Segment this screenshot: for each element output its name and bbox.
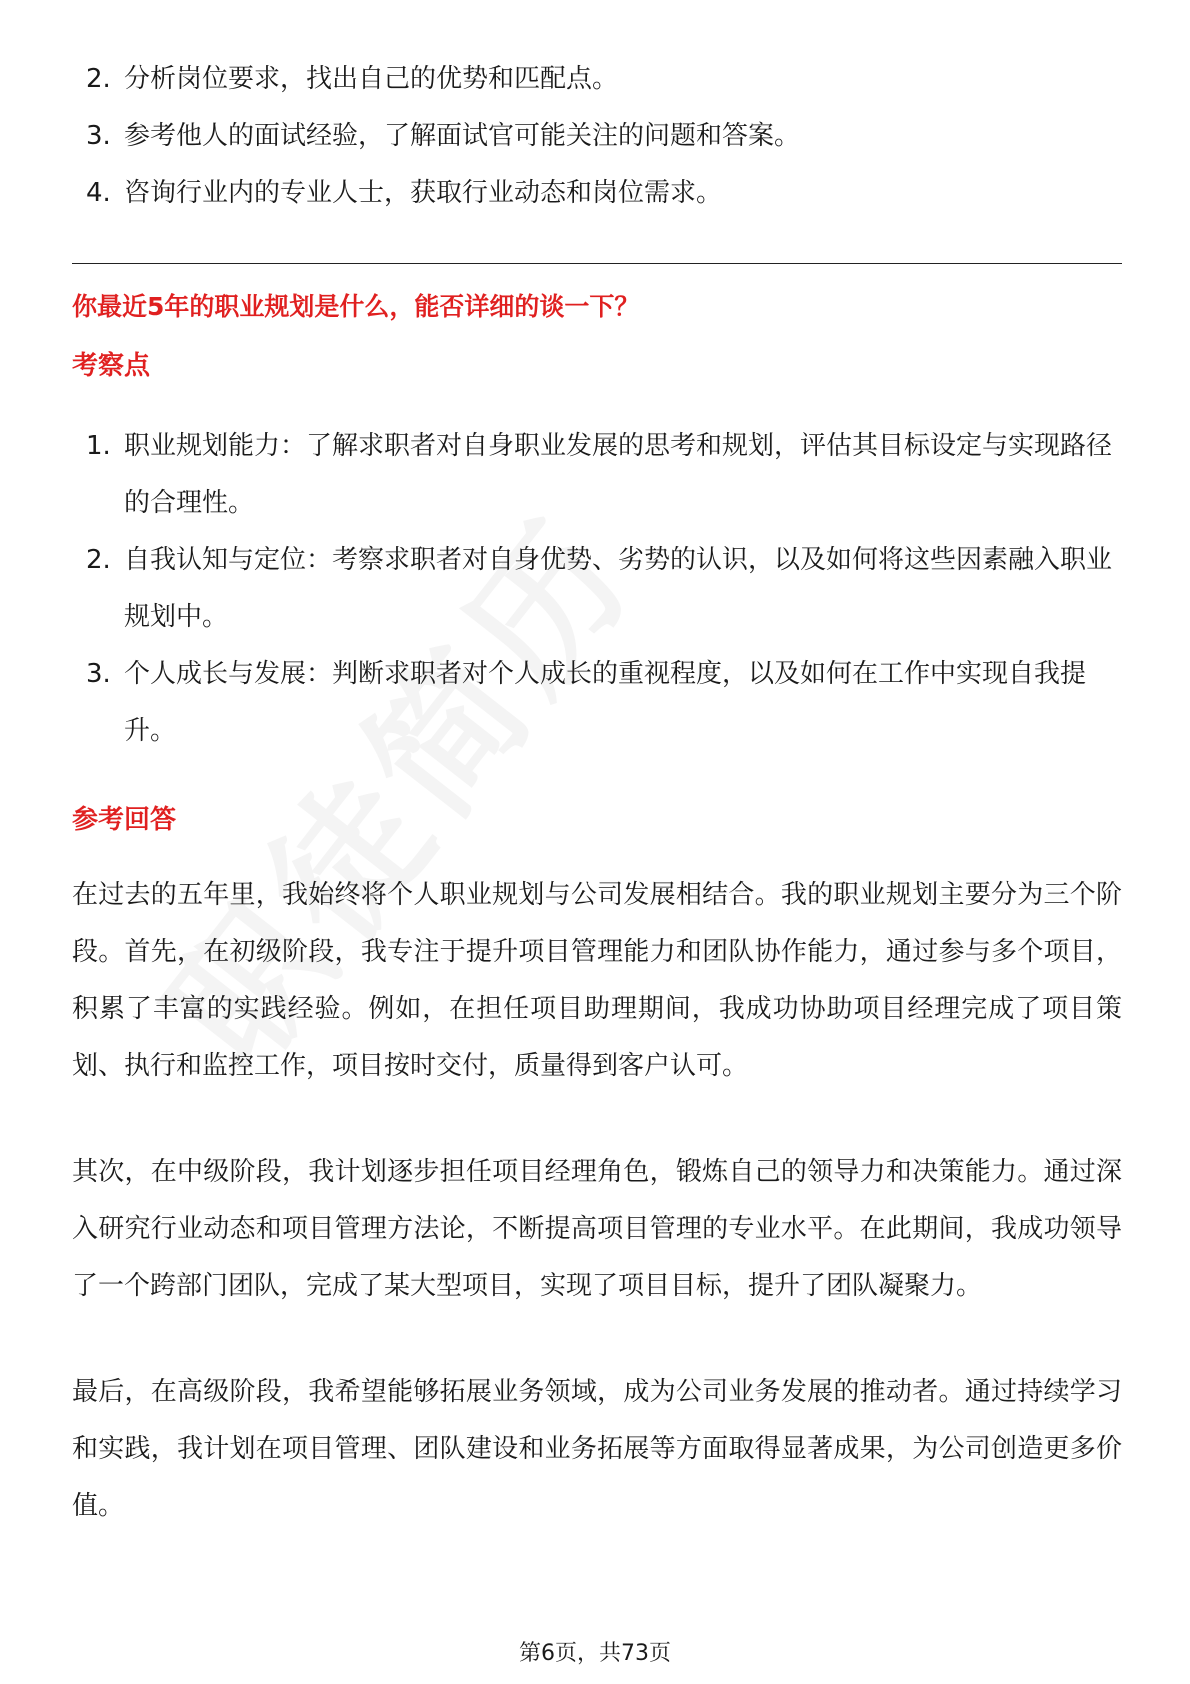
page-number: 第6页，共73页	[519, 1641, 671, 1666]
list-number: 1.	[86, 431, 111, 461]
section-divider	[72, 263, 1122, 264]
list-item	[72, 532, 1122, 646]
list-text: 分析岗位要求，找出自己的优势和匹配点。	[124, 64, 619, 94]
answer-paragraph: 最后，在高级阶段，我希望能够拓展业务领域，成为公司业务发展的推动者。通过持续学习和实践，我计划在项目管理、团队建设和业务拓展等方面取得显著成果，为公司创造更多价值。	[72, 1377, 1122, 1521]
points-list	[72, 418, 1122, 760]
list-text: 个人成长与发展：判断求职者对个人成长的重视程度，以及如何在工作中实现自我提升。	[124, 659, 1087, 746]
prep-list	[72, 51, 1122, 222]
list-item	[72, 108, 1122, 165]
list-number: 2.	[86, 545, 111, 575]
list-text: 咨询行业内的专业人士，获取行业动态和岗位需求。	[124, 178, 723, 208]
points-heading: 考察点	[72, 351, 151, 381]
list-number: 2.	[86, 64, 111, 94]
list-item	[72, 165, 1122, 222]
list-number: 3.	[86, 121, 111, 151]
answer-heading: 参考回答	[72, 805, 177, 835]
list-text: 自我认知与定位：考察求职者对自身优势、劣势的认识，以及如何将这些因素融入职业规划中。	[124, 545, 1113, 632]
list-item	[72, 418, 1122, 532]
document-body	[72, 0, 1122, 1535]
answer-paragraph: 在过去的五年里，我始终将个人职业规划与公司发展相结合。我的职业规划主要分为三个阶段。首先，在初级阶段，我专注于提升项目管理能力和团队协作能力，通过参与多个项目，积累了丰富的实践经验。例如，在担任项目助理期间，我成功协助项目经理完成了项目策划、执行和监控工作，项目按时交付，质量得到客户认可。	[72, 880, 1122, 1081]
list-number: 3.	[86, 659, 111, 689]
list-number: 4.	[86, 178, 111, 208]
list-item	[72, 646, 1122, 760]
list-item	[72, 51, 1122, 108]
list-text: 参考他人的面试经验，了解面试官可能关注的问题和答案。	[124, 121, 801, 151]
answer-paragraph: 其次，在中级阶段，我计划逐步担任项目经理角色，锻炼自己的领导力和决策能力。通过深入研究行业动态和项目管理方法论，不断提高项目管理的专业水平。在此期间，我成功领导了一个跨部门团队，完成了某大型项目，实现了项目目标，提升了团队凝聚力。	[72, 1157, 1122, 1301]
question-heading: 你最近5年的职业规划是什么，能否详细的谈一下？	[72, 292, 640, 321]
list-text: 职业规划能力：了解求职者对自身职业发展的思考和规划，评估其目标设定与实现路径的合理性。	[124, 431, 1113, 518]
